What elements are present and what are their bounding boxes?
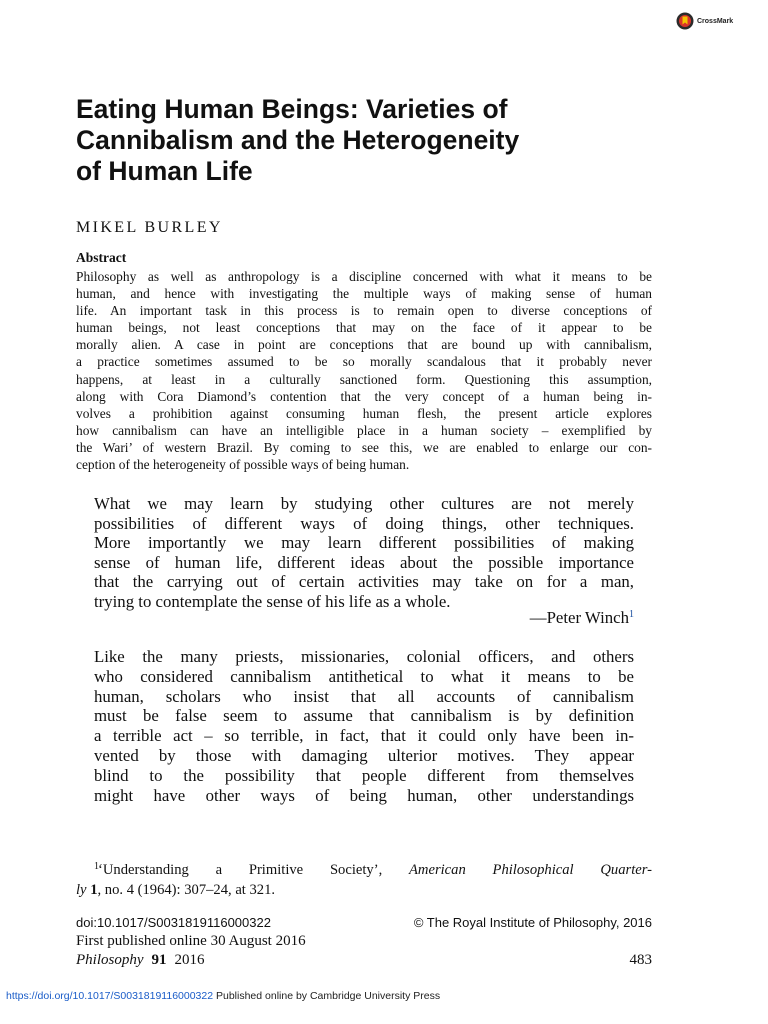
- epigraph-attribution: [530, 608, 634, 628]
- journal-year: 2016: [174, 952, 205, 968]
- published-date: First published online 30 August 2016: [76, 933, 306, 949]
- title-line: Eating Human Beings: Varieties of: [76, 94, 508, 124]
- footnote-volume: 1: [90, 882, 98, 898]
- epigraph-quote: [94, 494, 634, 611]
- attribution-text: —Peter Winch: [529, 608, 629, 627]
- abstract-line: human, and hence with investigating the multiple ways of making sense of human: [76, 286, 652, 302]
- journal-info: [76, 952, 205, 969]
- footnote: [76, 860, 652, 900]
- abstract-line: how cannibalism can have an intelligible place in a human society – exemplified by: [76, 422, 652, 438]
- footnote-line: 1‘Understanding a Primitive Society’, American Philosophical Quarter-: [94, 861, 652, 878]
- bottom-bar: [6, 990, 440, 1002]
- published-by-text: Published online by Cambridge University Press: [213, 990, 441, 1002]
- abstract-line: life. An important task in this process is to remain open to diverse conceptions of: [76, 303, 652, 319]
- epigraph-line: sense of human life, different ideas about the possible importance: [94, 552, 634, 572]
- footnote-ref-link[interactable]: 1: [629, 609, 634, 620]
- footnote-journal-cont: ly: [76, 882, 87, 898]
- abstract-line: human beings, not least conceptions that may on the face of it appear to be: [76, 320, 652, 336]
- abstract-text: [76, 268, 652, 473]
- footnote-journal: American Philosophical Quarter-: [409, 862, 652, 878]
- body-line: blind to the possibility that people different from themselves: [94, 765, 634, 785]
- abstract-line: volves a prohibition against consuming human flesh, the present article explores: [76, 405, 652, 421]
- body-line: human, scholars who insist that all accounts of cannibalism: [94, 686, 634, 706]
- epigraph-line: possibilities of different ways of doing things, other techniques.: [94, 513, 634, 533]
- epigraph-line: trying to contemplate the sense of his life as a whole.: [94, 591, 451, 611]
- crossmark-icon: [676, 12, 694, 30]
- epigraph-line: What we may learn by studying other cultures are not merely: [94, 494, 634, 513]
- abstract-line: Philosophy as well as anthropology is a discipline concerned with what it means to be: [76, 269, 652, 284]
- title-line: Cannibalism and the Heterogeneity: [76, 125, 520, 155]
- body-line: who considered cannibalism antithetical to what it means to be: [94, 666, 634, 686]
- epigraph-line: More importantly we may learn different possibilities of making: [94, 533, 634, 552]
- body-line: a terrible act – so terrible, in fact, that it could only have been in-: [94, 726, 634, 746]
- article-title: [76, 94, 676, 187]
- body-line: Like the many priests, missionaries, colonial officers, and others: [94, 647, 634, 666]
- body-line: vented by those with damaging ulterior motives. They appear: [94, 745, 634, 765]
- abstract-heading: Abstract: [76, 250, 127, 265]
- body-paragraph: [94, 647, 634, 805]
- title-line: of Human Life: [76, 156, 253, 186]
- journal-volume: 91: [151, 952, 167, 968]
- body-line: must be false seem to assume that cannibalism is by definition: [94, 706, 634, 726]
- abstract-line: morally alien. A case in point are conceptions that are bound up with cannibalism,: [76, 337, 652, 353]
- footnote-line: [76, 880, 652, 900]
- abstract-line: ception of the heterogeneity of possible ways of being human.: [76, 457, 410, 473]
- footnote-citation: , no. 4 (1964): 307–24, at 321.: [97, 882, 276, 898]
- crossmark-label: CrossMark: [697, 17, 734, 25]
- doi-text: doi:10.1017/S0031819116000322: [76, 915, 271, 930]
- abstract-line: the Wari’ of western Brazil. By coming to see this, we are enabled to enlarge our con-: [76, 439, 652, 455]
- copyright-text: © The Royal Institute of Philosophy, 2016: [413, 915, 652, 930]
- abstract-line: a practice sometimes assumed to be so morally scandalous that it probably never: [76, 354, 652, 370]
- page-number: 483: [629, 952, 652, 968]
- author-name: MIKEL BURLEY: [76, 219, 223, 236]
- body-line: might have other ways of being human, other understandings: [94, 785, 634, 805]
- journal-name: Philosophy: [76, 952, 144, 968]
- doi-link[interactable]: https://doi.org/10.1017/S0031819116000322: [6, 990, 214, 1002]
- abstract-line: along with Cora Diamond’s contention that the very concept of a human being in-: [76, 388, 652, 404]
- crossmark-badge[interactable]: [676, 12, 733, 30]
- footnote-text: ‘Understanding a Primitive Society’,: [98, 862, 410, 878]
- abstract-line: happens, at least in a culturally sanctioned form. Questioning this assumption,: [76, 371, 652, 387]
- epigraph-line: that the carrying out of certain activities may take on for a man,: [94, 572, 634, 591]
